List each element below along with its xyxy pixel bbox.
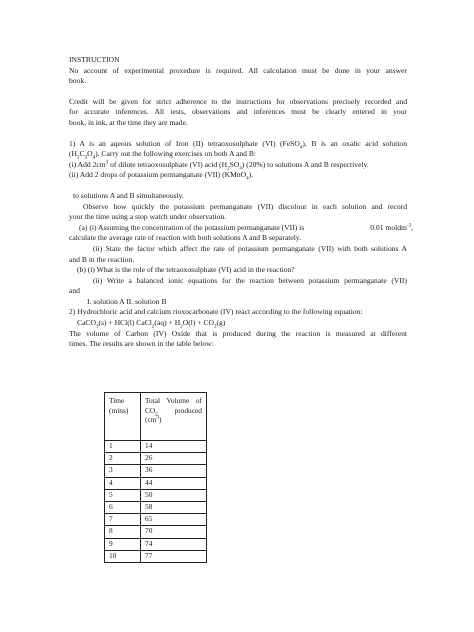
- heading: INSTRUCTION: [69, 55, 120, 64]
- volume-cell: 14: [141, 441, 207, 453]
- q2-line-4: times. The results are shown in the table below:: [69, 339, 214, 349]
- q1-line-8: (a) (i) Assuming the concentration of the potassium permanganate (VII) is 0.01 moldm$^{-3}$,: [79, 222, 414, 232]
- time-cell: 6: [105, 501, 141, 513]
- q1-line-14: and: [69, 286, 80, 296]
- table-row: [105, 501, 207, 513]
- time-cell: 7: [105, 514, 141, 526]
- q2-line-1: 2) Hydrochloric acid and calcium rioxocarbonate (IV) react according to the following equation:: [69, 307, 363, 317]
- concentration-value: 0.01 moldm$^{-3}$,: [370, 222, 414, 232]
- volume-cell: 70: [141, 526, 207, 538]
- document-body: [69, 55, 414, 350]
- credit-line-3: book, in ink, at the time they are made.: [69, 117, 188, 127]
- credit-line-2: for accurate inferences. All tests, observations and inferences must be clearly entered in your: [69, 107, 407, 117]
- volume-cell: 77: [141, 550, 207, 562]
- q1-line-1: 1) A is an aqeous solution of Iron (II) tetraoxosulphate (VI) (FeSO$_4$), B is an oxalic acid solution: [69, 138, 408, 151]
- q1-line-2: $(H_2C_2O_4)$. Carry out the following exercises on both A and B:: [69, 149, 256, 161]
- q1-line-12: (b) (i) What is the role of the tetraoxosulphate (VI) acid in the reaction?: [77, 265, 295, 275]
- q1-line-11: and B in the reaction.: [69, 254, 135, 264]
- volume-cell: 50: [141, 489, 207, 501]
- header-time: Time (mins): [105, 393, 141, 441]
- volume-cell: 74: [141, 538, 207, 550]
- credit-line-1: Credit will be given for strict adherence to the instructions for observations precisely recorded and: [69, 96, 407, 106]
- table-row: [105, 514, 207, 526]
- intro-line-2: book.: [69, 76, 87, 86]
- volume-cell: 58: [141, 501, 207, 513]
- time-cell: 2: [105, 453, 141, 465]
- q1-line-4: (ii) Add 2 drops of potassium permanganate (VII) (KMnO$_4$).: [69, 170, 254, 182]
- q2-equation: CaCO$_3$(s) + HCl(l) CaCl$_2$(aq) + $H_2O(l) + CO_2(g)$: [77, 318, 226, 330]
- q1-line-13: (ii) Write a balanced ionic equations for the reaction between potassium permanganate (VII): [93, 275, 407, 285]
- volume-cell: 26: [141, 453, 207, 465]
- table-row: [105, 526, 207, 538]
- table-row: [105, 538, 207, 550]
- q1-line-6: Observe how quickly the potassium permanganate (VII) discolour in each solution and record: [83, 201, 407, 211]
- q1-line-3: (i) Add $2cm^3$ of dilute tetraoxosulphate (VI) acid $(H_2SO_4)$ (20%) to solutions A and B respectively.: [69, 159, 369, 172]
- results-table: [104, 392, 207, 563]
- header-volume: Total Volume of $CO_2$ produced $(cm^3)$: [141, 393, 207, 441]
- table-row: [105, 550, 207, 562]
- intro-line-1: No account of experimental proxedure is required. All calculation must be done in your answer: [69, 65, 407, 75]
- time-cell: 10: [105, 550, 141, 562]
- table-header-row: [105, 393, 207, 441]
- q1-line-15: I. solution A II. solution B: [87, 296, 167, 306]
- table-row: [105, 465, 207, 477]
- volume-cell: 44: [141, 477, 207, 489]
- table-row: [105, 477, 207, 489]
- q1-line-5: to solutions A and B simultaneously.: [73, 190, 184, 200]
- q1-line-10: (ii) State the factor which affect the rate of potassium permanganate (VII) with both solutions A: [93, 243, 407, 253]
- table-row: [105, 453, 207, 465]
- time-cell: 1: [105, 441, 141, 453]
- volume-cell: 65: [141, 514, 207, 526]
- q2-line-3: The volume of Carbon (IV) Oxide that is produced during the reaction is measured at different: [69, 328, 407, 338]
- time-cell: 4: [105, 477, 141, 489]
- table-row: [105, 441, 207, 453]
- time-cell: 9: [105, 538, 141, 550]
- q1-line-7: your the time using a stop watch under observation.: [69, 212, 227, 222]
- q1-line-9: calculate the average rate of reaction with both solutions A and B separately.: [69, 233, 302, 243]
- time-cell: 5: [105, 489, 141, 501]
- time-cell: 8: [105, 526, 141, 538]
- volume-cell: 36: [141, 465, 207, 477]
- time-cell: 3: [105, 465, 141, 477]
- table-row: [105, 489, 207, 501]
